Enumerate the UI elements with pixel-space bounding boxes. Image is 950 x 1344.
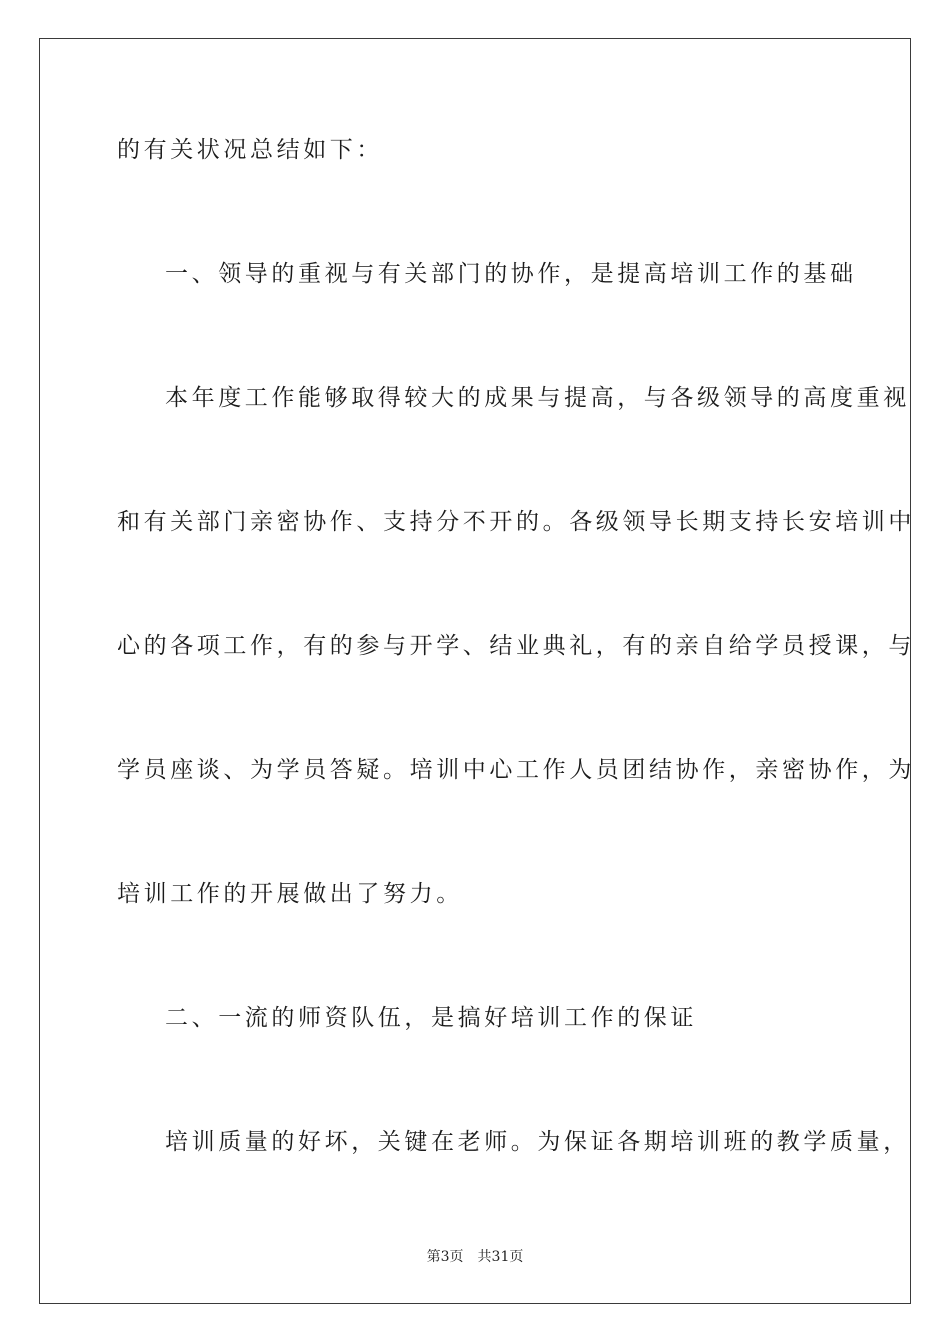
paragraph-line: 培训质量的好坏，关键在老师。为保证各期培训班的教学质量， — [165, 1129, 910, 1155]
paragraph-line: 和有关部门亲密协作、支持分不开的。各级领导长期支持长安培训中 — [117, 509, 915, 535]
page-number: 第3页 — [426, 1249, 464, 1265]
section-heading-2: 二、一流的师资队伍，是搞好培训工作的保证 — [165, 1005, 697, 1031]
paragraph-line: 学员座谈、为学员答疑。培训中心工作人员团结协作，亲密协作，为 — [117, 757, 915, 783]
page-total: 共31页 — [477, 1249, 524, 1265]
paragraph-line: 心的各项工作，有的参与开学、结业典礼，有的亲自给学员授课，与 — [117, 633, 915, 659]
paragraph-line: 本年度工作能够取得较大的成果与提高，与各级领导的高度重视 — [165, 385, 910, 411]
paragraph-line: 的有关状况总结如下： — [117, 137, 383, 163]
paragraph-line: 培训工作的开展做出了努力。 — [117, 881, 463, 907]
page-border — [39, 38, 911, 1304]
page-footer — [0, 1247, 950, 1267]
section-heading-1: 一、领导的重视与有关部门的协作，是提高培训工作的基础 — [165, 261, 857, 287]
